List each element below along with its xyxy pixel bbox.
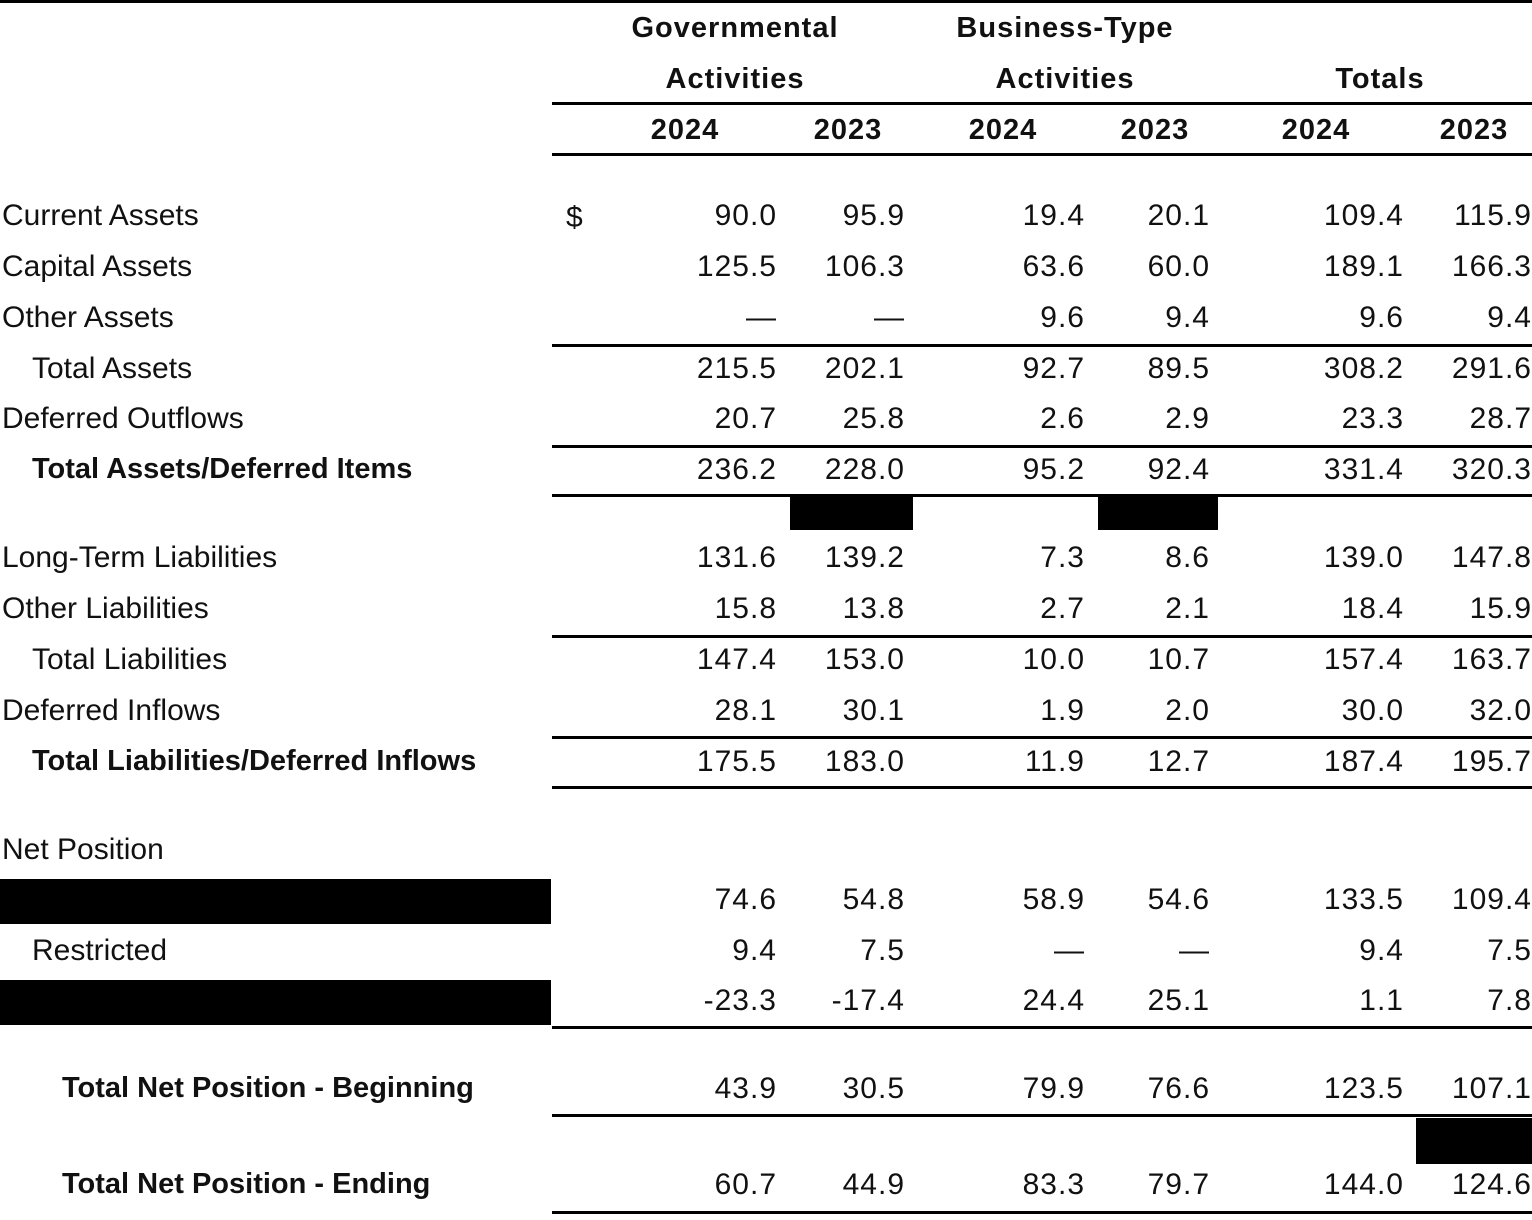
table-cell: 331.4: [1323, 453, 1404, 486]
redaction-block: [0, 879, 551, 924]
table-cell: 189.1: [1323, 250, 1404, 283]
table-cell: 139.0: [1323, 541, 1404, 574]
table-cell: 90.0: [714, 199, 777, 232]
table-cell: 8.6: [1165, 541, 1210, 574]
rule-net-position-beginning: [552, 1114, 1532, 1117]
rule-total-liabilities-deferred: [552, 736, 1532, 739]
table-cell: 2.6: [1040, 402, 1085, 435]
rule-total-assets-deferred: [552, 445, 1532, 448]
table-cell: 187.4: [1323, 745, 1404, 778]
rule-net-position: [552, 1026, 1532, 1029]
redaction-block: [0, 980, 551, 1025]
table-cell: 28.7: [1469, 402, 1532, 435]
row-label-deferred-inflows: Deferred Inflows: [2, 694, 221, 727]
table-cell: 60.7: [714, 1168, 777, 1201]
table-cell: 11.9: [1024, 745, 1085, 778]
table-cell: 157.4: [1323, 643, 1404, 676]
table-cell: 9.6: [1040, 301, 1085, 334]
table-cell: 1.9: [1040, 694, 1085, 727]
table-cell: 2.0: [1165, 694, 1210, 727]
header-governmental-line1: Governmental: [631, 12, 839, 44]
table-cell: 2.7: [1040, 592, 1085, 625]
rule-below-liabilities: [552, 786, 1532, 789]
table-cell: 9.4: [1165, 301, 1210, 334]
table-cell: 115.9: [1454, 199, 1532, 232]
table-cell: 106.3: [824, 250, 905, 283]
table-cell: 144.0: [1323, 1168, 1404, 1201]
year-gov-2024: 2024: [650, 114, 720, 146]
table-cell: 74.6: [714, 883, 777, 916]
rule-below-assets: [552, 494, 1532, 497]
table-cell: 63.6: [1022, 250, 1085, 283]
table-cell: 79.9: [1022, 1072, 1085, 1105]
table-cell: 44.9: [842, 1168, 905, 1201]
table-cell: 25.1: [1147, 984, 1210, 1017]
header-rule-bottom: [552, 153, 1532, 156]
table-cell: 215.5: [696, 352, 777, 385]
year-bus-2024: 2024: [968, 114, 1038, 146]
table-cell: 133.5: [1323, 883, 1404, 916]
table-cell: 15.8: [714, 592, 777, 625]
row-label-current-assets: Current Assets: [2, 199, 199, 232]
row-label-total-assets-deferred: Total Assets/Deferred Items: [32, 453, 413, 485]
table-cell: -17.4: [831, 984, 905, 1017]
table-cell: 60.0: [1147, 250, 1210, 283]
table-cell: -23.3: [703, 984, 777, 1017]
table-cell: 30.5: [842, 1072, 905, 1105]
table-cell: 13.8: [842, 592, 905, 625]
rule-net-position-ending: [552, 1211, 1532, 1214]
rule-total-liabilities: [552, 635, 1532, 638]
table-cell: 175.5: [696, 745, 777, 778]
table-cell: 15.9: [1469, 592, 1532, 625]
table-cell: 20.7: [714, 402, 777, 435]
row-label-restricted: Restricted: [32, 934, 168, 967]
table-cell: 10.0: [1022, 643, 1085, 676]
redaction-block: [790, 497, 913, 530]
table-cell: 125.5: [696, 250, 777, 283]
table-cell: 166.3: [1451, 250, 1532, 283]
table-cell: 83.3: [1022, 1168, 1085, 1201]
table-cell: 30.1: [842, 694, 905, 727]
table-cell: 228.0: [824, 453, 905, 486]
table-cell: 54.8: [842, 883, 905, 916]
table-cell: 54.6: [1147, 883, 1210, 916]
table-cell: 9.4: [1487, 301, 1532, 334]
table-cell: 28.1: [714, 694, 777, 727]
table-cell: 183.0: [824, 745, 905, 778]
year-bus-2023: 2023: [1120, 114, 1190, 146]
table-cell: 153.0: [824, 643, 905, 676]
top-rule: [0, 0, 1532, 3]
table-cell: 195.7: [1451, 745, 1532, 778]
row-label-net-position-beginning: Total Net Position - Beginning: [62, 1072, 474, 1104]
table-cell: 124.6: [1451, 1168, 1532, 1201]
table-cell: 2.1: [1165, 592, 1210, 625]
table-cell: 92.7: [1022, 352, 1085, 385]
table-cell: 95.9: [842, 199, 905, 232]
row-label-net-position: Net Position: [2, 833, 164, 866]
table-cell: 79.7: [1147, 1168, 1210, 1201]
table-cell: 163.7: [1451, 643, 1532, 676]
table-cell: 147.8: [1451, 541, 1532, 574]
row-label-total-assets: Total Assets: [32, 352, 193, 385]
header-business-line2: Activities: [995, 63, 1135, 95]
table-cell: 20.1: [1147, 199, 1210, 232]
row-label-other-liabilities: Other Liabilities: [2, 592, 209, 625]
table-cell: 7.5: [1487, 934, 1532, 967]
table-cell: 30.0: [1341, 694, 1404, 727]
table-cell: 236.2: [696, 453, 777, 486]
table-cell: 7.5: [860, 934, 905, 967]
table-cell: 92.4: [1147, 453, 1210, 486]
redaction-block: [1416, 1118, 1532, 1164]
table-cell: 131.6: [696, 541, 777, 574]
table-cell: 107.1: [1451, 1072, 1532, 1105]
table-cell: 23.3: [1341, 402, 1404, 435]
table-cell: 9.4: [732, 934, 777, 967]
table-cell: 19.4: [1022, 199, 1085, 232]
table-cell: 25.8: [842, 402, 905, 435]
year-tot-2024: 2024: [1281, 114, 1351, 146]
table-cell: —: [1179, 934, 1210, 967]
rule-total-assets: [552, 344, 1532, 347]
table-cell: 7.8: [1487, 984, 1532, 1017]
table-cell: 123.5: [1323, 1072, 1404, 1105]
row-label-net-position-ending: Total Net Position - Ending: [62, 1168, 431, 1200]
table-cell: 89.5: [1147, 352, 1210, 385]
table-cell: 7.3: [1040, 541, 1085, 574]
table-cell: 139.2: [824, 541, 905, 574]
table-cell: 202.1: [824, 352, 905, 385]
table-cell: 24.4: [1022, 984, 1085, 1017]
table-cell: 76.6: [1147, 1072, 1210, 1105]
row-label-other-assets: Other Assets: [2, 301, 174, 334]
header-business-line1: Business-Type: [956, 12, 1174, 44]
row-label-total-liabilities: Total Liabilities: [32, 643, 228, 676]
table-cell: 109.4: [1323, 199, 1404, 232]
row-label-capital-assets: Capital Assets: [2, 250, 193, 283]
table-cell: 18.4: [1341, 592, 1404, 625]
table-cell: 58.9: [1022, 883, 1085, 916]
table-cell: 308.2: [1323, 352, 1404, 385]
table-cell: —: [746, 301, 777, 334]
row-label-long-term-liabilities: Long-Term Liabilities: [2, 541, 278, 574]
table-cell: 12.7: [1147, 745, 1210, 778]
header-rule-top: [552, 102, 1532, 105]
table-cell: 320.3: [1451, 453, 1532, 486]
header-totals-line2: Totals: [1335, 63, 1425, 95]
table-cell: —: [874, 301, 905, 334]
table-cell: 95.2: [1022, 453, 1085, 486]
table-cell: 10.7: [1147, 643, 1210, 676]
table-cell: 9.4: [1359, 934, 1404, 967]
table-cell: 147.4: [696, 643, 777, 676]
redaction-block: [1098, 497, 1218, 530]
table-cell: —: [1054, 934, 1085, 967]
table-cell: 291.6: [1451, 352, 1532, 385]
header-governmental-line2: Activities: [665, 63, 805, 95]
table-cell: 9.6: [1359, 301, 1404, 334]
year-tot-2023: 2023: [1439, 114, 1509, 146]
row-label-deferred-outflows: Deferred Outflows: [2, 402, 244, 435]
table-cell: 109.4: [1451, 883, 1532, 916]
table-cell: 1.1: [1359, 984, 1404, 1017]
table-cell: 32.0: [1469, 694, 1532, 727]
year-gov-2023: 2023: [813, 114, 883, 146]
table-cell: 2.9: [1165, 402, 1210, 435]
currency-symbol: $: [566, 201, 584, 234]
row-label-total-liabilities-deferred: Total Liabilities/Deferred Inflows: [32, 745, 477, 777]
table-cell: 43.9: [714, 1072, 777, 1105]
